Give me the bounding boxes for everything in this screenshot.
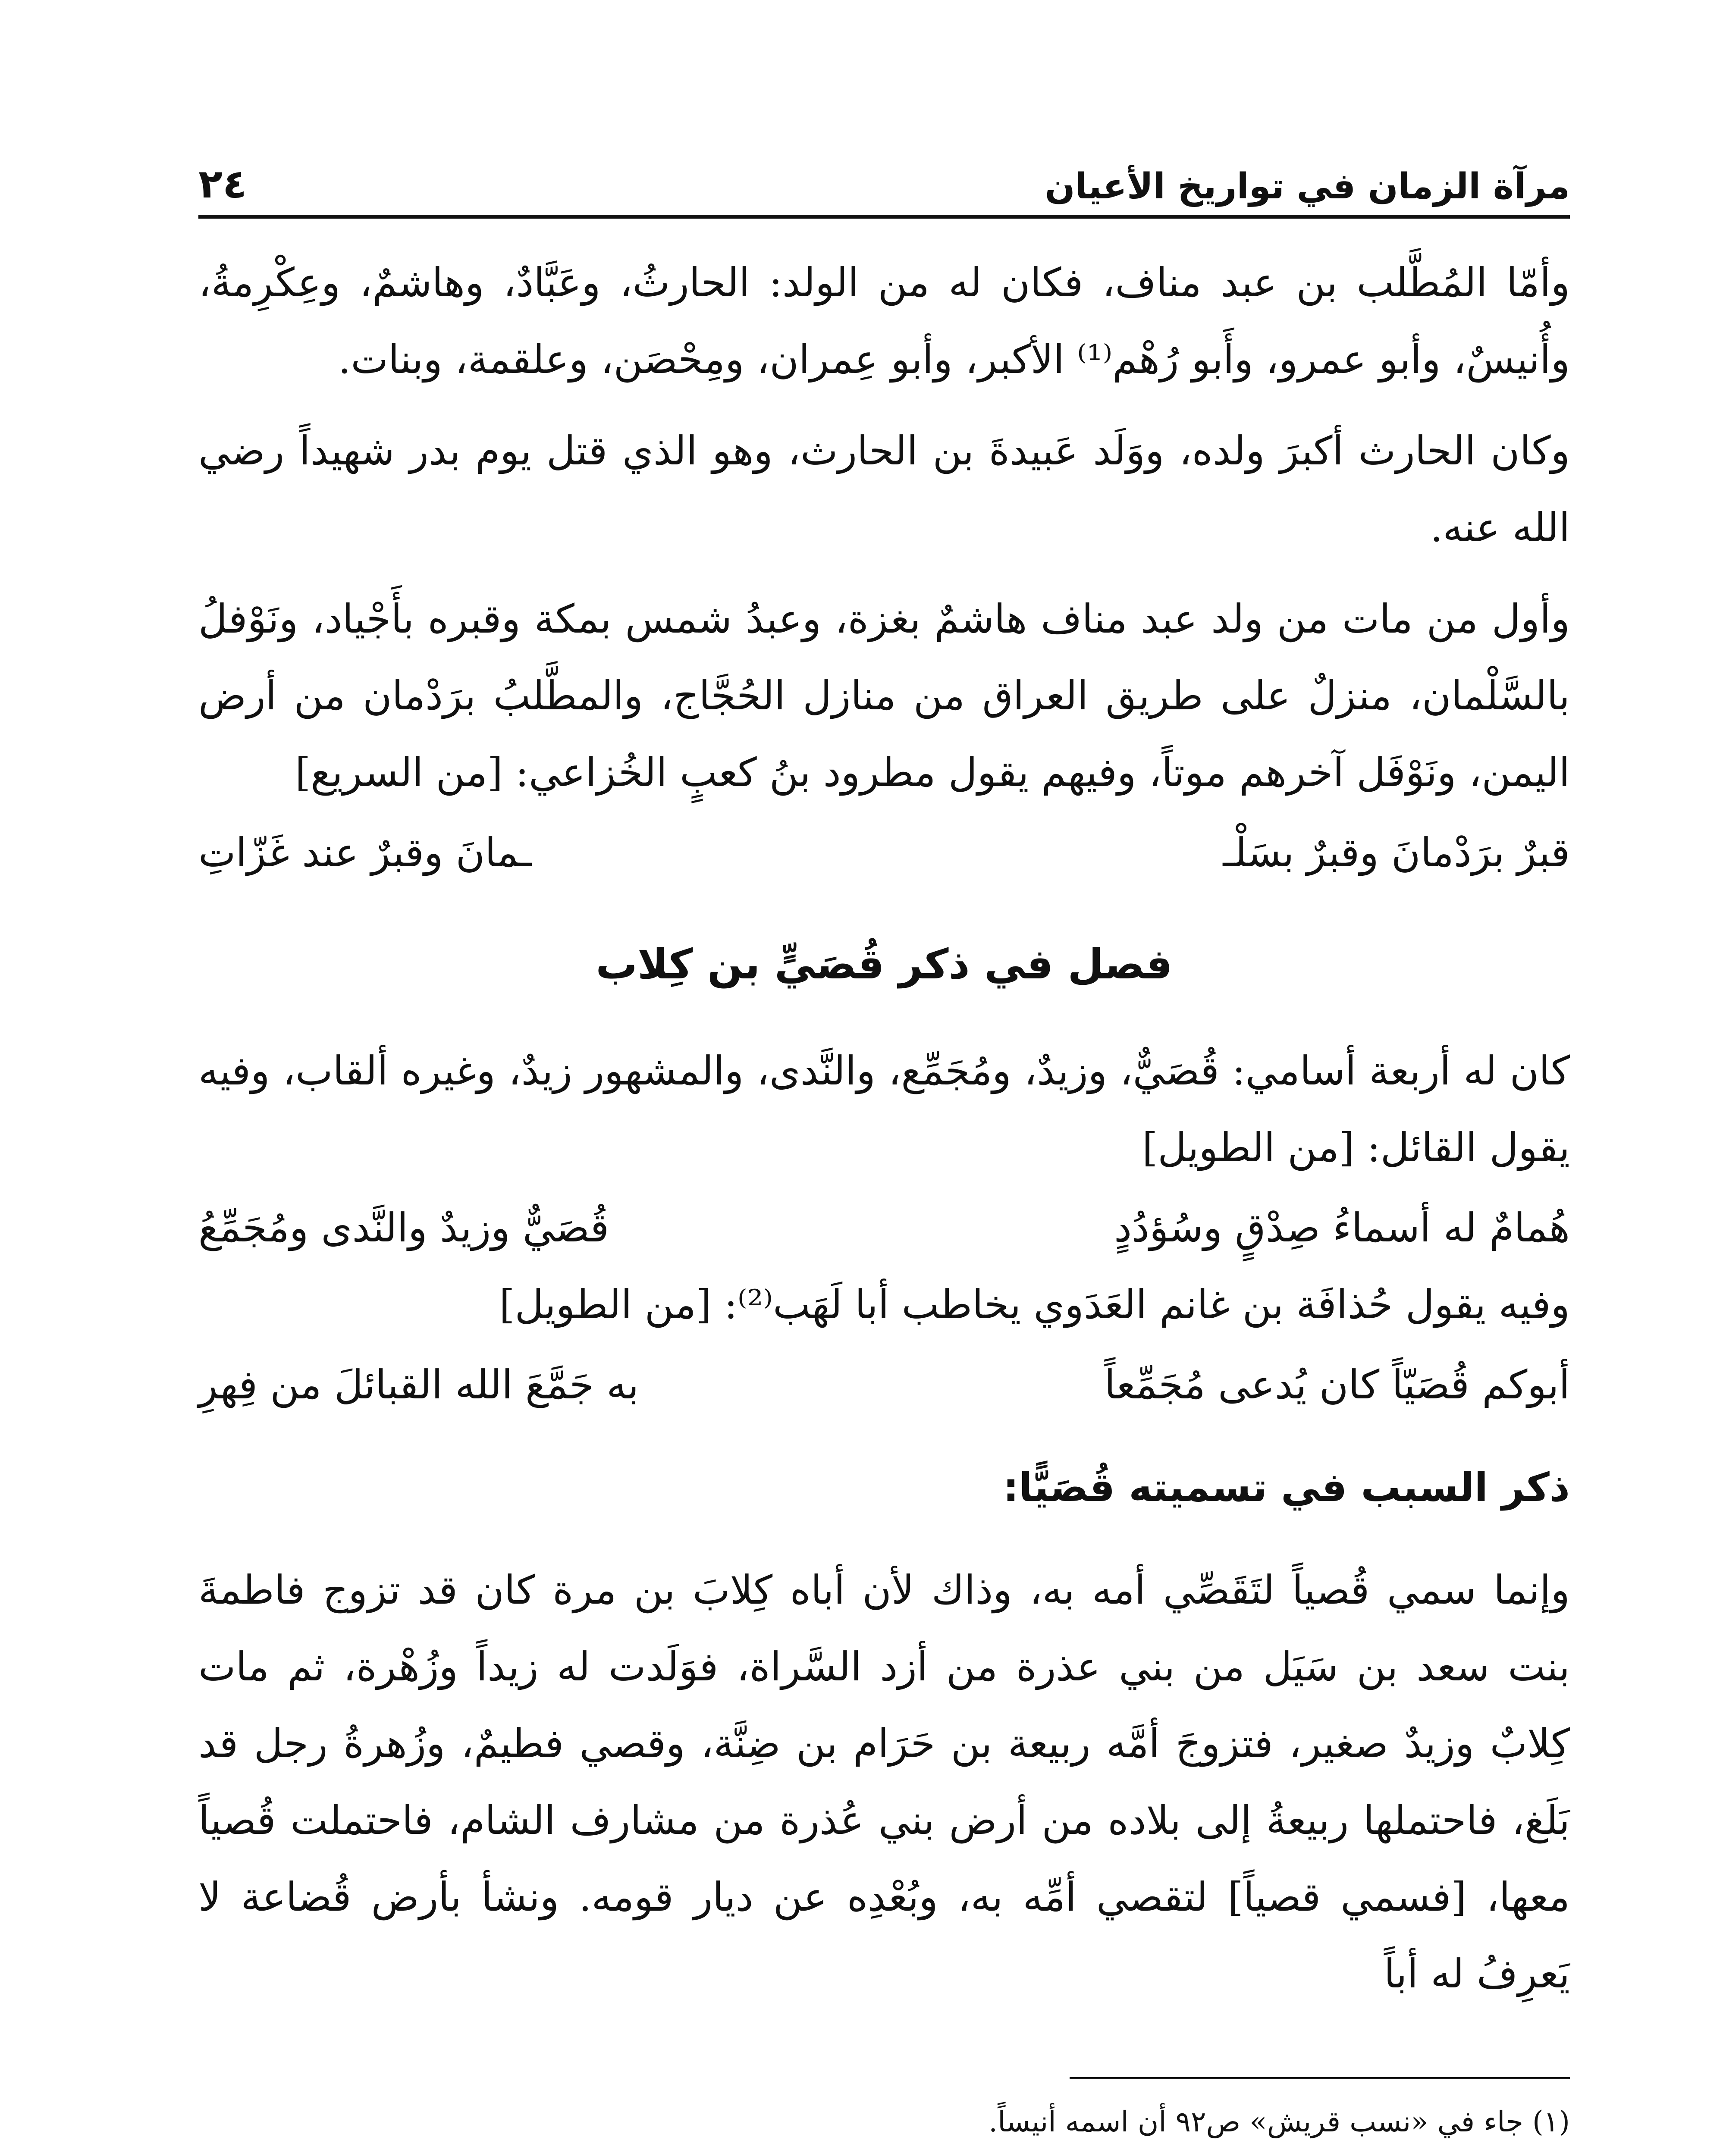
verse-line <box>198 1190 1570 1266</box>
verse-line <box>198 1347 1570 1423</box>
verse-second-hemistich: به جَمَّعَ الله القبائلَ من فِهرِ <box>198 1362 639 1408</box>
paragraph-muttalib-sons: وأمّا المُطَّلب بن عبد مناف، فكان له من الولد: الحارثُ، وعَبَّادٌ، وهاشمٌ، وعِكْرِمةُ، وأُنيسٌ، وأبو عمرو، وأَبو رُهْم⁽¹⁾ الأكبر، وأبو عِمران، ومِحْصَن، وعلقمة، وبنات. <box>198 260 1570 382</box>
verse-first-hemistich: قبرٌ برَدْمانَ وقبرٌ بسَلْـ <box>1223 830 1570 876</box>
page-number: ٢٤ <box>198 161 247 207</box>
verse-second-hemistich: قُصَيٌّ وزيدٌ والنَّدى ومُجَمِّعُ <box>198 1205 609 1251</box>
paragraph-names: كان له أربعة أسامي: قُصَيٌّ، وزيدٌ، ومُجَمِّع، والنَّدى، والمشهور زيدٌ، وغيره ألقاب، وفيه يقول القائل: [من الطويل] <box>198 1048 1570 1171</box>
paragraph-reason: وإنما سمي قُصياً لتَقَصِّي أمه به، وذاك لأن أباه كِلابَ بن مرة كان قد تزوج فاطمةَ بنت سعد بن سَيَل من بني عذرة من أزد السَّراة، فوَلَدت له زيداً وزُهْرة، ثم مات كِلابٌ وزيدٌ صغير، فتزوجَ أمَّه ربيعة بن حَرَام بن ضِنَّة، وقصي فطيمٌ، وزُهرةُ رجل قد بَلَغ، فاحتملها ربيعةُ إلى بلاده من أرض بني عُذرة من مشارف الشام، فاحتملت قُصياً معها، [فسمي قصياً] لتقصي أمِّه به، وبُعْدِه عن ديار قومه. ونشأ بأرض قُضاعة لا يَعرِفُ له أباً <box>198 1567 1570 1997</box>
footnote: (١) جاء في «نسب قريش» ص٩٢ أن اسمه أنيساً. <box>989 2105 1570 2138</box>
running-header <box>198 142 1570 219</box>
footnotes <box>198 2096 1570 2156</box>
footnote-divider <box>1070 2077 1570 2079</box>
paragraph-hudhafa: وفيه يقول حُذافَة بن غانم العَدَوي يخاطب أبا لَهَب⁽²⁾: [من الطويل] <box>499 1282 1570 1328</box>
sub-heading: ذكر السبب في تسميته قُصَيًّا: <box>1003 1464 1570 1510</box>
verse-second-hemistich: ـمانَ وقبرٌ عند غَزّاتِ <box>198 830 532 876</box>
verse-first-hemistich: أبوكم قُصَيّاً كان يُدعى مُجَمِّعاً <box>1104 1362 1570 1408</box>
book-page <box>198 142 1570 2156</box>
paragraph-harith: وكان الحارث أكبرَ ولده، ووَلَد عَبيدةَ بن الحارث، وهو الذي قتل يوم بدر شهيداً رضي الله عنه. <box>198 428 1570 551</box>
section-heading: فصل في ذكر قُصَيٍّ بن كِلاب <box>596 940 1173 988</box>
verse-line <box>198 815 1570 891</box>
verse-first-hemistich: هُمامٌ له أسماءُ صِدْقٍ وسُؤدُدٍ <box>1114 1205 1570 1251</box>
footnote <box>198 2152 1570 2156</box>
main-text <box>198 244 1570 2012</box>
book-title: مرآة الزمان في تواريخ الأعيان <box>1045 166 1570 207</box>
paragraph-first-deaths: وأول من مات من ولد عبد مناف هاشمٌ بغزة، وعبدُ شمس بمكة وقبره بأَجْياد، ونَوْفلُ بالسَّلْمان، منزلٌ على طريق العراق من منازل الحُجَّاج، والمطَّلبُ برَدْمان من أرض اليمن، ونَوْفَل آخرهم موتاً، وفيهم يقول مطرود بنُ كعبٍ الخُزاعي: [من السريع] <box>198 596 1570 796</box>
